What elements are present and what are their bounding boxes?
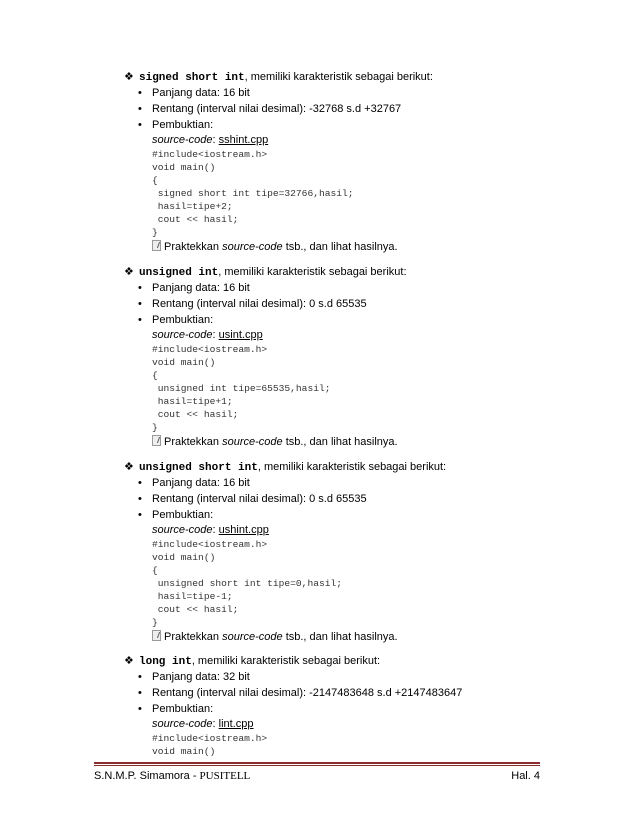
code-line: cout << hasil; (152, 604, 239, 615)
code-block (124, 343, 594, 434)
type-keyword: unsigned int (139, 267, 219, 279)
list-item: • Rentang (interval nilai desimal): 0 s.d 65535 (138, 298, 367, 310)
bullet-list (124, 669, 594, 717)
bullet-dot-icon: • (138, 282, 142, 294)
code-line: #include<iostream.h> (152, 149, 268, 160)
bullet-dot-icon: • (138, 671, 142, 683)
code-line: void main() (152, 162, 216, 173)
list-item: • Pembuktian: (138, 509, 214, 521)
code-block (124, 148, 594, 239)
code-line: void main() (152, 552, 216, 563)
practice-note: Praktekkan source-code tsb., dan lihat hasilnya. (124, 629, 594, 645)
list-item: • Pembuktian: (138, 703, 214, 715)
code-line: cout << hasil; (152, 214, 239, 225)
source-file-link[interactable]: ushint.cpp (218, 524, 269, 536)
pencil-icon (152, 630, 161, 641)
list-item: • Rentang (interval nilai desimal): -2147483648 s.d +2147483647 (138, 687, 463, 699)
code-line: cout << hasil; (152, 409, 239, 420)
code-line: { (152, 370, 158, 381)
bullet-list (124, 280, 594, 328)
header-text: , memiliki karakteristik sebagai berikut: (218, 266, 407, 278)
header-text: , memiliki karakteristik sebagai berikut: (244, 71, 433, 83)
bullet-dot-icon: • (138, 493, 142, 505)
section-header (124, 459, 594, 475)
list-item: • Panjang data: 16 bit (138, 282, 250, 294)
bullet-dot-icon: • (138, 687, 142, 699)
diamond-bullet-icon: ❖ (124, 70, 134, 83)
code-line: #include<iostream.h> (152, 733, 268, 744)
page-number: Hal. 4 (511, 770, 540, 782)
code-line: } (152, 227, 158, 238)
list-item: • Pembuktian: (138, 119, 214, 131)
list-item: • Pembuktian: (138, 314, 214, 326)
bullet-dot-icon: • (138, 103, 142, 115)
pencil-icon (152, 240, 161, 251)
code-line: #include<iostream.h> (152, 344, 268, 355)
code-line: #include<iostream.h> (152, 539, 268, 550)
section-header (124, 653, 594, 669)
code-block (124, 538, 594, 629)
practice-note: Praktekkan source-code tsb., dan lihat hasilnya. (124, 239, 594, 255)
code-line: signed short int tipe=32766,hasil; (152, 188, 354, 199)
list-item: • Panjang data: 16 bit (138, 477, 250, 489)
list-item: • Rentang (interval nilai desimal): 0 s.d 65535 (138, 493, 367, 505)
header-text: , memiliki karakteristik sebagai berikut: (191, 655, 381, 667)
section-long-int (124, 653, 594, 758)
footer-author: S.N.M.P. Simamora - PUSITELL (94, 770, 251, 782)
source-code-line: source-code: lint.cpp (152, 718, 254, 730)
list-item: • Rentang (interval nilai desimal): -32768 s.d +32767 (138, 103, 402, 115)
code-block (124, 732, 594, 758)
bullet-dot-icon: • (138, 119, 142, 131)
list-item: • Panjang data: 16 bit (138, 87, 250, 99)
practice-note: Praktekkan source-code tsb., dan lihat hasilnya. (124, 434, 594, 450)
source-code-line: source-code: sshint.cpp (152, 134, 269, 146)
footer-rule (94, 762, 540, 764)
bullet-dot-icon: • (138, 509, 142, 521)
bullet-dot-icon: • (138, 703, 142, 715)
code-line: void main() (152, 357, 216, 368)
pencil-icon (152, 435, 161, 446)
source-file-link[interactable]: usint.cpp (218, 329, 263, 341)
bullet-dot-icon: • (138, 477, 142, 489)
code-line: unsigned int tipe=65535,hasil; (152, 383, 331, 394)
section-header (124, 264, 594, 280)
section-header (124, 69, 594, 85)
diamond-bullet-icon: ❖ (124, 460, 134, 473)
code-line: void main() (152, 746, 216, 757)
footer-rule-thin (94, 765, 540, 766)
diamond-bullet-icon: ❖ (124, 654, 134, 667)
bullet-dot-icon: • (138, 314, 142, 326)
section-unsigned-int (124, 264, 594, 450)
code-line: unsigned short int tipe=0,hasil; (152, 578, 342, 589)
diamond-bullet-icon: ❖ (124, 265, 134, 278)
section-unsigned-short-int (124, 459, 594, 645)
bullet-list (124, 85, 594, 133)
type-keyword: long int (139, 656, 192, 668)
footer-brand: PUSITELL (199, 770, 251, 782)
section-signed-short-int (124, 69, 594, 255)
bullet-list (124, 475, 594, 523)
source-code-line: source-code: usint.cpp (152, 329, 263, 341)
bullet-dot-icon: • (138, 87, 142, 99)
source-file-link[interactable]: lint.cpp (218, 718, 254, 730)
code-line: } (152, 617, 158, 628)
list-item: • Panjang data: 32 bit (138, 671, 250, 683)
code-line: hasil=tipe+2; (152, 201, 233, 212)
code-line: } (152, 422, 158, 433)
type-keyword: signed short int (139, 72, 245, 84)
code-line: { (152, 565, 158, 576)
type-keyword: unsigned short int (139, 462, 258, 474)
code-line: hasil=tipe+1; (152, 396, 233, 407)
source-code-line: source-code: ushint.cpp (152, 524, 269, 536)
code-line: { (152, 175, 158, 186)
bullet-dot-icon: • (138, 298, 142, 310)
source-file-link[interactable]: sshint.cpp (218, 134, 269, 146)
code-line: hasil=tipe-1; (152, 591, 233, 602)
header-text: , memiliki karakteristik sebagai berikut: (257, 461, 447, 473)
